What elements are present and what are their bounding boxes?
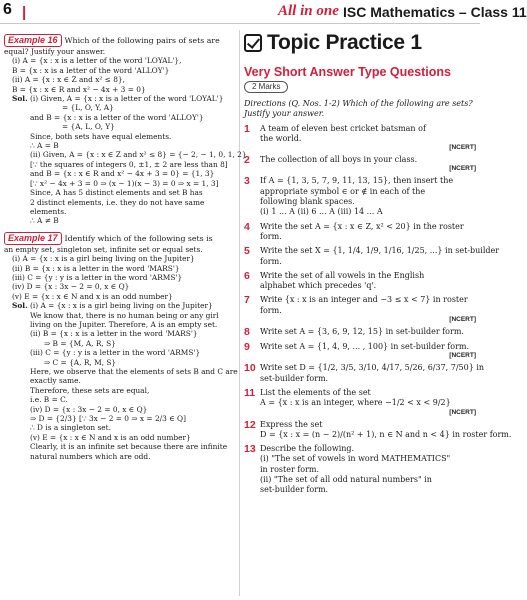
question-item bbox=[244, 362, 485, 384]
solution-label: Sol. bbox=[12, 301, 28, 311]
question-item bbox=[244, 444, 476, 495]
question-line: Write the set of all vowels in the English bbox=[260, 270, 425, 280]
example-16-solution-line: (ii) Given, A = {x : x ∈ Z and x² ≤ 8} = {− 2, − 1, 0, 1, 2} bbox=[30, 150, 247, 160]
example-17-solution-line: Clearly, it is an infinite set because there are infinite bbox=[30, 442, 228, 452]
question-item bbox=[244, 327, 476, 338]
page-number: 6 bbox=[3, 1, 12, 18]
example-16-solution-line: ∴ A ≠ B bbox=[30, 216, 59, 226]
example-17-solution-line: ∴ D is a singleton set. bbox=[30, 423, 111, 433]
question-number: 2 bbox=[244, 154, 250, 167]
question-line: in roster form. bbox=[260, 464, 320, 474]
question-line: appropriate symbol ∈ or ∉ in each of the bbox=[260, 186, 426, 196]
example-17-question-line: (i) A = {x : x is a girl being living on the Jupiter} bbox=[12, 254, 195, 264]
example-16-heading bbox=[4, 34, 235, 47]
question-item bbox=[244, 388, 476, 416]
example-16-solution-line: and B = {x : x ∈ R and x² − 4x + 3 = 0} = {1, 3} bbox=[30, 169, 215, 179]
right-column bbox=[244, 28, 512, 598]
example-16-solution-line: [∵ the squares of integers 0, ±1, ± 2 are less than 8] bbox=[30, 159, 228, 169]
ncert-tag: [NCERT] bbox=[449, 316, 476, 324]
example-17-solution-line: (v) E = {x : x ∈ N and x is an odd number} bbox=[30, 432, 191, 442]
example-16-solution-line: = {L, O, Y, A} bbox=[62, 103, 114, 113]
question-item bbox=[244, 342, 476, 359]
example-16-solution-line: Sol. (i) Given, A = {x : x is a letter of the word 'LOYAL'} bbox=[12, 94, 224, 104]
example-16-solution-line: ∴ A = B bbox=[30, 141, 59, 151]
solution-label: Sol. bbox=[12, 94, 28, 104]
example-17-solution-line: Therefore, these sets are equal, bbox=[30, 385, 150, 395]
example-17-badge: Example 17 bbox=[4, 232, 62, 245]
question-number: 4 bbox=[244, 220, 250, 233]
question-text bbox=[260, 271, 476, 292]
question-text bbox=[260, 246, 499, 267]
question-line: alphabet which precedes 'q'. bbox=[260, 281, 377, 291]
question-item bbox=[244, 222, 476, 243]
question-text bbox=[260, 155, 476, 172]
example-16-question-line: Which of the following pairs of sets are bbox=[64, 36, 220, 45]
question-line: If A = {1, 3, 5, 7, 9, 11, 13, 15}, then insert the bbox=[260, 176, 454, 186]
example-17-solution-line: Sol. (i) A = {x : x is a girl being living on the Jupiter} bbox=[12, 301, 213, 311]
question-number: 7 bbox=[244, 294, 250, 307]
topic-title: Topic Practice 1 bbox=[267, 31, 422, 54]
example-17-question-line: an empty set, singleton set, infinite set or equal sets. bbox=[4, 244, 203, 254]
question-item bbox=[244, 124, 476, 152]
ncert-tag: [NCERT] bbox=[449, 144, 476, 152]
question-line: Write set D = {1/2, 3/5, 3/10, 4/17, 5/26, 6/37, 7/50} in bbox=[260, 363, 485, 373]
marks-badge: 2 Marks bbox=[244, 81, 288, 93]
question-text bbox=[260, 124, 476, 152]
example-16-solution-line: and B = {x : x is a letter of the word 'ALLOY'} bbox=[30, 112, 204, 122]
question-item bbox=[244, 418, 512, 441]
example-17-solution-line: exactly same. bbox=[30, 376, 81, 386]
question-line: form. bbox=[260, 305, 282, 315]
question-text bbox=[260, 444, 476, 495]
example-16-solution-line: 2 distinct elements, i.e. they do not have same bbox=[30, 197, 205, 207]
topic-heading bbox=[244, 30, 476, 56]
question-line: Write the set X = {1, 1/4, 1/9, 1/16, 1/25, ...} in set-builder bbox=[260, 246, 500, 256]
question-line: Describe the following. bbox=[260, 444, 355, 454]
question-line: (ii) "The set of all odd natural numbers" in bbox=[260, 475, 432, 485]
example-16-solution-line: elements. bbox=[30, 206, 67, 216]
example-17-question-line: (iv) D = {x : 3x − 2 = 0, x ∈ Q} bbox=[12, 282, 130, 292]
question-line: Write the set A = {x : x ∈ Z, x² < 20} in the roster bbox=[260, 221, 464, 231]
page-number-separator: | bbox=[22, 4, 27, 21]
question-item bbox=[244, 245, 500, 267]
example-16-badge: Example 16 bbox=[4, 34, 62, 47]
question-line: the world. bbox=[260, 133, 302, 143]
left-column bbox=[4, 28, 247, 598]
question-line: Write {x : x is an integer and −3 ≤ x < 7} in roster bbox=[260, 295, 468, 305]
example-16-solution-line: Since, both sets have equal elements. bbox=[30, 131, 172, 141]
question-number: 13 bbox=[244, 443, 256, 456]
question-number: 12 bbox=[244, 418, 256, 431]
question-number: 11 bbox=[244, 386, 256, 399]
example-17-question-line: (iii) C = {y : y is a letter in the word 'ARMS'} bbox=[12, 272, 183, 282]
directions-text: Directions (Q. Nos. 1-2) Which of the following are sets? Justify your answer. bbox=[244, 99, 473, 119]
question-line: (i) "The set of vowels in word MATHEMATICS" bbox=[260, 454, 451, 464]
question-line: The collection of all boys in your class. bbox=[260, 155, 418, 165]
example-17-solution-line: Here, we observe that the elements of sets B and C are bbox=[30, 367, 238, 376]
example-16-solution-line: = {A, L, O, Y} bbox=[62, 122, 115, 132]
question-text bbox=[260, 222, 476, 243]
example-16-question-line: (i) A = {x : x is a letter of the word 'LOYAL'}, bbox=[12, 56, 182, 66]
example-16-question-line: (ii) A = {x : x ∈ Z and x² ≤ 8}, bbox=[12, 75, 125, 85]
section-title: Very Short Answer Type Questions bbox=[244, 65, 452, 79]
question-line: set-builder form. bbox=[260, 485, 329, 495]
question-line: Write set A = {1, 4, 9, ... , 100} in set-builder form. bbox=[260, 342, 470, 352]
example-17-solution-line: ⇒ B = {M, A, R, S} bbox=[44, 338, 116, 348]
example-17-solution-line: living on the Jupiter. Therefore, A is an empty set. bbox=[30, 319, 218, 329]
question-number: 3 bbox=[244, 175, 250, 188]
question-line: Express the set bbox=[260, 419, 323, 429]
question-line: Write set A = {3, 6, 9, 12, 15} in set-builder form. bbox=[260, 327, 464, 337]
question-text bbox=[260, 420, 511, 441]
ncert-tag: [NCERT] bbox=[449, 408, 476, 416]
column-divider bbox=[239, 30, 240, 596]
example-16-question-line: B = {x : x ∈ R and x² − 4x + 3 = 0} bbox=[12, 84, 146, 94]
example-17-question-line: (ii) B = {x : x is a letter in the word 'MARS'} bbox=[12, 263, 180, 273]
question-item bbox=[244, 155, 476, 172]
example-16-question-line: equal? Justify your answer. bbox=[4, 47, 106, 56]
question-item bbox=[244, 271, 476, 292]
question-line: A team of eleven best cricket batsman of bbox=[260, 123, 426, 133]
ncert-tag: [NCERT] bbox=[449, 352, 476, 360]
example-17-solution-line: i.e. B = C. bbox=[30, 395, 68, 405]
example-17-solution-line: (iii) C = {y : y is a letter in the word 'ARMS'} bbox=[30, 348, 201, 358]
example-17-solution-line: ⇒ C = {A, R, M, S} bbox=[44, 357, 117, 367]
question-item bbox=[244, 176, 476, 217]
example-16-solution-line: Since, A has 5 distinct elements and set B has bbox=[30, 188, 203, 198]
question-number: 1 bbox=[244, 122, 250, 135]
question-line: form. bbox=[260, 231, 282, 241]
question-line: form. bbox=[260, 256, 282, 266]
example-17-heading bbox=[4, 232, 235, 245]
brand-logo: All in one bbox=[278, 3, 339, 19]
question-line: (i) 1 ... A (ii) 6 ... A (iii) 14 ... A bbox=[260, 207, 383, 217]
ncert-tag: [NCERT] bbox=[449, 165, 476, 173]
question-number: 8 bbox=[244, 326, 250, 339]
example-17-solution-line: ⇒ D = {2/3} [∵ 3x − 2 = 0 ⇒ x = 2/3 ∈ Q] bbox=[30, 414, 186, 424]
question-text bbox=[260, 327, 476, 338]
book-title: ISC Mathematics – Class 11 bbox=[343, 4, 527, 20]
question-text bbox=[260, 363, 484, 384]
question-line: D = {x : x = (n − 2)/(n² + 1), n ∈ N and n < 4} in roster form. bbox=[260, 429, 512, 439]
example-17-solution-line: (iv) D = {x : 3x − 2 = 0, x ∈ Q} bbox=[30, 404, 148, 414]
question-item bbox=[244, 295, 476, 323]
question-text bbox=[260, 388, 476, 416]
example-17-solution-line: We know that, there is no human being or any girl bbox=[30, 310, 219, 320]
question-number: 9 bbox=[244, 341, 250, 354]
question-line: set-builder form. bbox=[260, 373, 329, 383]
example-17-solution-line: (ii) B = {x : x is a letter in the word 'MARS'} bbox=[30, 329, 198, 339]
question-text bbox=[260, 295, 476, 323]
question-line: following blank spaces. bbox=[260, 197, 355, 207]
question-number: 10 bbox=[244, 362, 256, 375]
page-header bbox=[0, 0, 527, 24]
example-17-solution-line: natural numbers which are odd. bbox=[30, 451, 151, 461]
question-text bbox=[260, 176, 476, 217]
question-number: 6 bbox=[244, 269, 250, 282]
question-line: A = {x : x is an integer, where −1/2 < x < 9/2} bbox=[260, 398, 451, 408]
question-number: 5 bbox=[244, 245, 250, 258]
question-text bbox=[260, 342, 476, 359]
example-16-question-line: B = {x : x is a letter of the word 'ALLOY'} bbox=[12, 65, 170, 75]
question-line: List the elements of the set bbox=[260, 387, 371, 397]
example-16-solution-line: [∵ x² − 4x + 3 = 0 ⇒ (x − 1)(x − 3) = 0 ⇒ x = 1, 3] bbox=[30, 178, 219, 188]
example-17-question-line: (v) E = {x : x ∈ N and x is an odd number} bbox=[12, 291, 173, 301]
example-17-question-line: Identify which of the following sets is bbox=[64, 233, 213, 243]
question-list bbox=[244, 122, 512, 496]
checkbox-checked-icon bbox=[244, 34, 262, 52]
